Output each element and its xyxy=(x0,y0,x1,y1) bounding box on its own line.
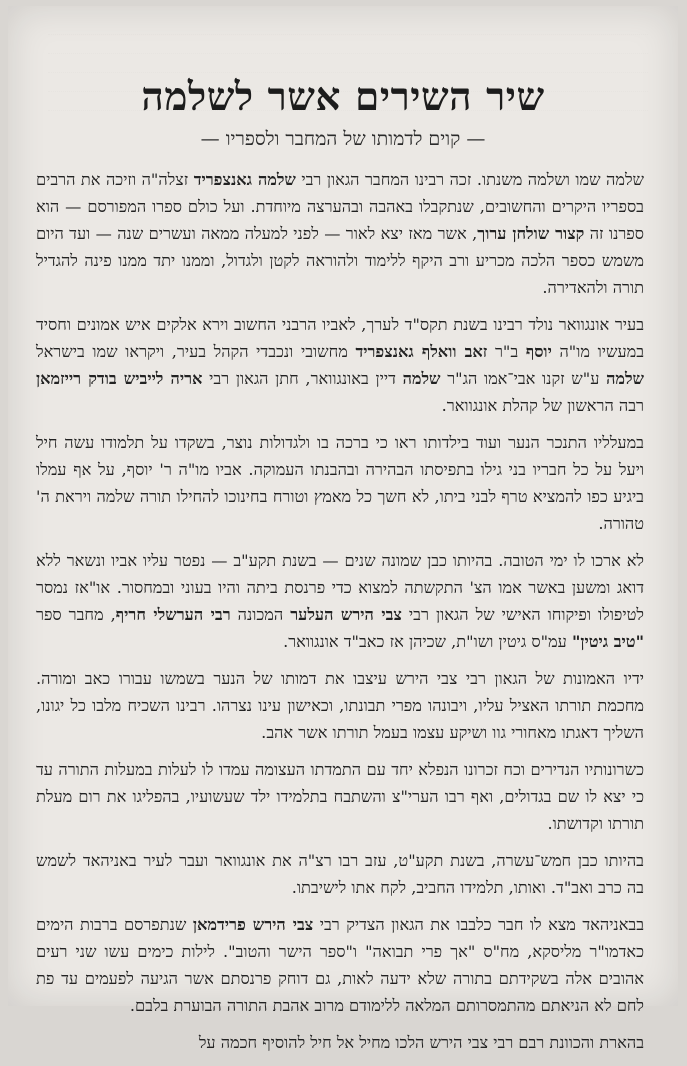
text-run: כשרונותיו הנדירים וכח זכרונו הנפלא יחד עם התמדתו העצומה עמדו לו לעלות במעלות התורה עד כי יצא לו שם בגדולים, ואף רבו הערי"צ והשתבח בתלמידו ילד שעשועיו, בהפליגו את רום מעלת תורתו וקדושתו. xyxy=(36,760,644,833)
bold-name: שלמה גאנצפריד xyxy=(193,170,296,189)
paragraph xyxy=(36,665,644,746)
book-page xyxy=(8,6,678,1052)
text-run: שלמה שמו ושלמה משנתו. זכה רבינו המחבר הגאון רבי xyxy=(295,170,644,189)
text-run: עמ"ס גיטין ושו"ת, שכיהן אז כאב"ד אונגוואר. xyxy=(283,632,572,651)
text-run: ידיו האמונות של הגאון רבי צבי הירש עיצבו את דמותו של הנער בשמשו עבורו כאב ומורה. מחכמת תורתו האציל עליו, ויבונהו מפרי תבונתו, וכאישון עינו נצרהו. רבינו השכיח מלבו כל יגונו, השליך דאגתו מאחורי גוו ושיקע עצמו בעמל תורתו אשר אהב. xyxy=(36,669,644,742)
text-run: בעיר אונגוואר נולד רבינו בשנת תקס"ד לערך, לאביו הרבני החשוב וירא אלקים איש אמונים וחסיד במעשיו מו"ה xyxy=(36,315,644,361)
text-run: בבאניהאד מצא לו חבר כלבבו את הגאון הצדיק רבי xyxy=(313,915,645,934)
paragraph xyxy=(36,166,644,301)
bold-name: "טיב גיטין" xyxy=(571,632,644,651)
bold-name: יוסף xyxy=(525,342,552,361)
bold-name: רבי הערשלי חריף xyxy=(115,605,231,624)
bold-name: צבי הירש פרידמאן xyxy=(192,915,314,934)
bold-name: שלמה xyxy=(402,369,441,388)
text-run: ב"ר xyxy=(487,342,526,361)
text-run: ע"ש זקנו אבי־אמו הג"ר xyxy=(440,369,607,388)
paragraph xyxy=(36,311,644,419)
text-run: , מחבר ספר xyxy=(36,605,116,624)
bold-name: זאב וואלף גאנצפריד xyxy=(355,342,488,361)
bold-name: צבי הירש העלער xyxy=(290,605,402,624)
text-run: שנתפרסם ברבות הימים כאדמו"ר מליסקא, מח"ס "אך פרי תבואה" ו"ספר הישר והטוב". לילות כימים עשו שני רעים אהובים אלה בשקידתם בתורה שלא ידעה לאות, גם דוחק פרנסתם אשר הגיעה לפעמים עד פת לחם לא הניאתם מהתמסרותם המלאה ללימודם מרוב אהבת התורה הבוערת בלבם. xyxy=(36,915,644,1015)
paragraph xyxy=(36,1029,644,1056)
paragraph xyxy=(36,429,644,537)
text-run: , אשר מאז יצא לאור — לפני למעלה ממאה ועשרים שנה — ועד היום משמש כספר הלכה מכריע ורב היקף ללימוד ולהוראה לקטן ולגדול, וממנו יתד ממנו פינה להגדיל תורה ולהאדירה. xyxy=(36,224,644,297)
text-run: המכונה xyxy=(230,605,291,624)
bold-name: קצור שולחן ערוך xyxy=(477,224,585,243)
text-run: בהיותו כבן חמש־עשרה, בשנת תקע"ט, עזב רבו רצ"ה את אונגוואר ועבר לעיר באניהאד לשמש בה כרב ואב"ד. ואותו, תלמידו החביב, לקח אתו לישיבתו. xyxy=(36,851,644,897)
paragraph xyxy=(36,847,644,901)
text-run: בהארת והכוונת רבם רבי צבי הירש הלכו מחיל אל חיל להוסיף חכמה על xyxy=(198,1033,644,1052)
text-run: דיין באונגוואר, חתן הגאון רבי xyxy=(202,369,403,388)
text-run: רבה הראשון של קהלת אונגוואר. xyxy=(441,396,644,415)
text-run: במעלליו התנכר הנער ועוד בילדותו ראו כי ברכה בו ולגדולות נוצר, בשקדו על תלמודו עשה חיל ויעל על כל חבריו בני גילו בתפיסתו הבהירה ובהבנתו העמוקה. אביו מו"ה ר' יוסף, על אף עמלו ביגיע כפו להמציא טרף לבני ביתו, לא חשך כל מאמץ וטורח בחינוכו להחילו תורה שלמה ויראת ה' טהורה. xyxy=(36,433,644,533)
bold-name: שלמה xyxy=(606,369,645,388)
text-run: לא ארכו לו ימי הטובה. בהיותו כבן שמונה שנים — בשנת תקע"ב — נפטר עליו אביו ונשאר ללא דואג ומשען באשר אמו הצ' התקשתה למצוא כדי פרנסת ביתה והיו בעוני ובמחסור. או"אז נמסר לטיפולו ופיקוחו האישי של הגאון רבי xyxy=(36,551,644,624)
paragraph xyxy=(36,547,644,655)
text-run: זצלה"ה וזיכה את הרבים בספריו היקרים והחשובים, שנתקבלו באהבה ובהערצה מיוחדת. ועל כולם ספרו המפורסם — הוא ספרנו זה xyxy=(36,170,644,243)
paragraph xyxy=(36,756,644,837)
paragraph xyxy=(36,911,644,1019)
bold-name: אריה לייביש בודק רייזמאן xyxy=(36,369,203,388)
body-text xyxy=(36,166,644,1066)
page-title: שיר השירים אשר לשלמה xyxy=(141,74,545,120)
page-subtitle: — קוים לדמותו של המחבר ולספריו — xyxy=(200,128,486,150)
text-run: מחשובי ונכבדי הקהל בעיר, ויקראו שמו בישראל xyxy=(36,342,356,361)
